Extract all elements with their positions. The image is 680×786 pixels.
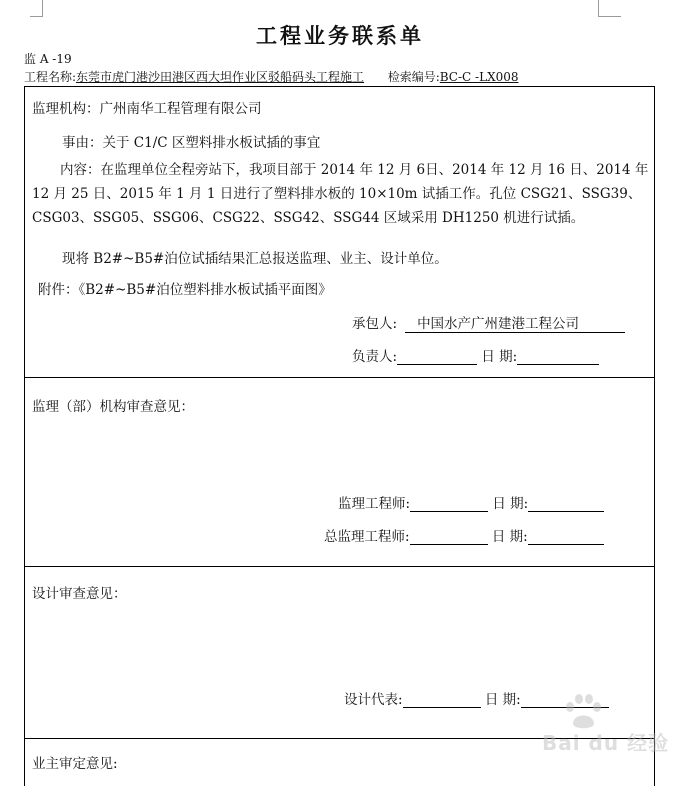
chief-engineer-row: [324, 525, 604, 545]
responsible-field[interactable]: [397, 349, 477, 365]
report-line: 现将 B2#~B5#泊位试插结果汇总报送监理、业主、设计单位。: [62, 251, 448, 267]
watermark-text: Bai du 经验: [542, 731, 670, 755]
page-corner-mark-right: [598, 0, 621, 17]
contractor-label: 承包人:: [352, 316, 398, 332]
document-title: 工程业务联系单: [256, 23, 424, 48]
chief-engineer-label: 总监理工程师:: [324, 529, 410, 545]
date-label-3: 日 期:: [491, 529, 528, 545]
project-label: 工程名称:: [24, 70, 77, 84]
section-divider-1: [24, 377, 655, 378]
date-label-4: 日 期:: [484, 692, 521, 708]
content-paragraph: 内容：在监理单位全程旁站下，我项目部于 2014 年 12 月 6日、2014 年 12 月 16 日、2014 年 12 月 25 日、2015 年 1 月 1 日进行了塑料排水板的 10×10m 试插工作。孔位 CSG21、SSG39、CSG03、SSG05、SSG06、CSG22、SSG42、SSG44 区域采用 DH1250 机进行试插。: [32, 162, 649, 226]
owner-review-heading: 业主审定意见:: [32, 756, 118, 772]
contractor-value: 中国水产广州建港工程公司: [405, 312, 625, 333]
index-label: 检索编号:: [387, 70, 440, 84]
project-name: 东莞市虎门港沙田港区西大坦作业区驳船码头工程施工: [76, 70, 365, 84]
chief-engineer-field[interactable]: [410, 529, 488, 545]
date-label-2: 日 期:: [492, 496, 529, 512]
date-field-3[interactable]: [528, 529, 604, 545]
date-label-1: 日 期:: [481, 349, 518, 365]
responsible-row: [352, 345, 599, 365]
supervision-review-heading: 监理（部）机构审查意见：: [32, 399, 194, 415]
date-field-2[interactable]: [528, 496, 604, 512]
engineer-label: 监理工程师:: [338, 496, 411, 512]
section-divider-2: [24, 566, 655, 567]
date-field-1[interactable]: [517, 349, 599, 365]
responsible-label: 负责人:: [352, 349, 398, 365]
engineer-row: [338, 492, 604, 512]
form-code: 监 A -19: [24, 52, 72, 66]
design-review-heading: 设计审查意见：: [32, 586, 127, 602]
engineer-field[interactable]: [410, 496, 488, 512]
design-rep-field[interactable]: [403, 692, 481, 708]
page-corner-mark-left: [30, 0, 43, 17]
attachment-line: 附件：《B2#~B5#泊位塑料排水板试插平面图》: [38, 282, 332, 298]
subject-line: 事由：关于 C1/C 区塑料排水板试插的事宜: [62, 135, 321, 151]
design-rep-label: 设计代表:: [344, 692, 403, 708]
project-line: [24, 68, 519, 85]
supervision-org: 监理机构：广州南华工程管理有限公司: [32, 101, 262, 117]
contractor-row: [352, 312, 625, 333]
baidu-watermark: [520, 693, 670, 753]
index-value: BC-C -LX008: [439, 70, 519, 84]
